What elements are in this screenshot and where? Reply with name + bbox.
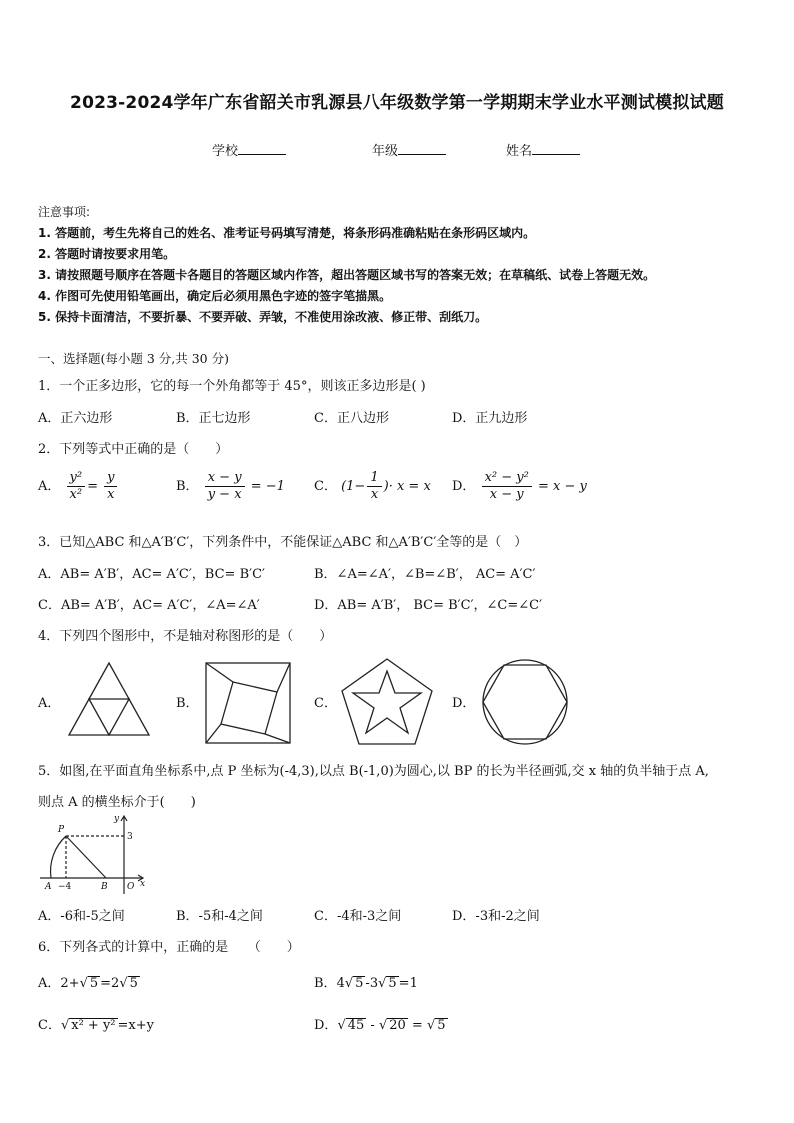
radicand: 5 [388,976,397,991]
label-minus-4: −4 [58,882,72,892]
name-field [506,140,580,159]
question-3-stem: 3．已知△ABC 和△A′B′C′，下列条件中，不能保证△ABC 和△A′B′C′全等的是（ ） [38,535,528,550]
section-heading: 一、选择题(每小题 3 分,共 30 分) [38,351,229,366]
option-label: C． [314,479,337,494]
radicand: 20 [389,1018,406,1033]
segment-bp [66,836,106,878]
option-label: D． [314,1018,338,1033]
arc [51,836,66,878]
note-item: 2. 答题时请按要求用笔。 [38,247,176,261]
q5-option-d: D．-3和-2之间 [452,909,540,924]
q2-option-d [452,470,587,503]
triangle-figure [66,660,152,738]
label-b: B [101,882,108,892]
q5-option-c: C．-4和-3之间 [314,909,402,924]
note-item: 1. 答题前，考生先将自己的姓名、准考证号码填写清楚，将条形码准确粘贴在条形码区域内。 [38,226,536,240]
label-y: y [114,814,120,824]
option-label: C． [38,1018,61,1033]
school-label: 学校 [212,144,239,159]
fraction: $\frac{1}{x}$ [367,470,381,503]
q4-label-d: D． [452,696,476,711]
q1-option-b: B．正七边形 [176,411,251,426]
circle-hexagon-figure [480,657,570,747]
q6-option-c: C．√ x² + y² =x+y [38,1018,154,1033]
question-5-stem-cont: 则点 A 的横坐标介于( ) [38,795,196,810]
option-label: B． [176,479,199,494]
option-label: A． [38,479,61,494]
grade-blank [398,142,446,155]
fraction: $\frac{x - y}{y - x}$ [205,470,245,503]
q4-label-a: A． [38,696,61,711]
radicand: 45 [347,1018,365,1033]
q3-option-c: C．AB= A′B′，AC= A′C′，∠A=∠A′ [38,598,260,613]
q3-option-b: B．∠A=∠A′，∠B=∠B′， AC= A′C′ [314,567,536,582]
q5-option-b: B．-5和-4之间 [176,909,263,924]
label-o: O [127,882,135,892]
q4-label-b: B． [176,696,199,711]
fraction: $\frac{\text{y²}}{\text{x²}}$ [67,470,86,503]
q2-option-b [176,470,285,503]
expression: )· x = x [383,479,431,494]
q5-option-a: A．-6和-5之间 [38,909,125,924]
name-label: 姓名 [506,144,533,159]
note-item: 5. 保持卡面清洁，不要折暴、不要弄破、弄皱，不准使用涂改液、修正带、刮纸刀。 [38,310,488,324]
q1-option-d: D．正九边形 [452,411,528,426]
expression: (1− [341,479,366,494]
option-label: D． [452,479,476,494]
label-x: x [140,879,146,889]
option-label: B． [314,976,337,991]
expression: 4 [336,976,345,991]
page-title: 2023-2024学年广东省韶关市乳源县八年级数学第一学期期末学业水平测试模拟试题 [70,93,724,113]
radicand: x² + y² [71,1018,116,1033]
grade-field [372,140,446,159]
q3-option-d: D．AB= A′B′， BC= B′C′，∠C=∠C′ [314,598,543,613]
expression: 2+ [60,976,80,991]
q6-option-a: A．2+√ 5 =2√ 5 [38,976,138,991]
question-1-stem: 1．一个正多边形，它的每一个外角都等于 45°，则该正多边形是( ) [38,379,426,394]
q1-option-a: A．正六边形 [38,411,113,426]
q1-option-c: C．正八边形 [314,411,389,426]
square-figure [203,660,293,746]
grade-label: 年级 [372,144,399,159]
school-blank [238,142,286,155]
star-pentagon-figure [339,656,435,748]
fraction: $\frac{y}{x}$ [104,470,117,503]
equation-rhs: = x − y [537,479,587,494]
expression: -3 [365,976,379,991]
question-5-stem: 5．如图,在平面直角坐标系中,点 P 坐标为(-4,3),以点 B(-1,0)为圆心,以 BP 的长为半径画弧,交 x 轴的负半轴于点 A, [38,764,709,779]
note-item: 3. 请按照题号顺序在答题卡各题目的答题区域内作答，超出答题区域书写的答案无效；在草稿纸、试卷上答题无效。 [38,268,656,282]
notes-heading: 注意事项: [38,205,91,219]
fraction: $\frac{\text{x² − y²}}{x - y}$ [482,470,532,503]
name-blank [532,142,580,155]
option-label: A． [38,976,61,991]
question-2-stem: 2．下列等式中正确的是（ ） [38,442,229,457]
question-6-stem: 6．下列各式的计算中，正确的是 （ ） [38,940,300,955]
expression: =x+y [117,1018,154,1033]
question-4-stem: 4．下列四个图形中，不是轴对称图形的是（ ） [38,629,333,644]
q3-option-a: A．AB= A′B′，AC= A′C′，BC= B′C′ [38,567,265,582]
expression: =1 [398,976,418,991]
note-item: 4. 作图可先使用铅笔画出，确定后必须用黑色字迹的签字笔描黑。 [38,289,392,303]
expression: =2 [100,976,120,991]
coordinate-figure [36,812,148,896]
school-field [212,140,286,159]
label-3: 3 [127,832,133,842]
label-a: A [45,882,52,892]
q6-option-b: B．4√ 5 -3√ 5 =1 [314,976,418,991]
expression: = [407,1018,427,1033]
expression: - [366,1018,379,1033]
q2-option-c [314,470,431,503]
q4-label-c: C． [314,696,337,711]
q6-option-d: D．√ 45 - √ 20 = √ 5 [314,1018,446,1033]
equation-rhs: = −1 [250,479,285,494]
radicand: 5 [437,1018,446,1033]
q2-option-a: A． $\frac{\text{y²}}{\text{x²}}$ = $\frac{y}{x}$ [38,470,119,503]
label-p: P [58,825,65,835]
radicand: 5 [129,976,138,991]
radicand: 5 [89,976,99,991]
radicand: 5 [355,976,364,991]
